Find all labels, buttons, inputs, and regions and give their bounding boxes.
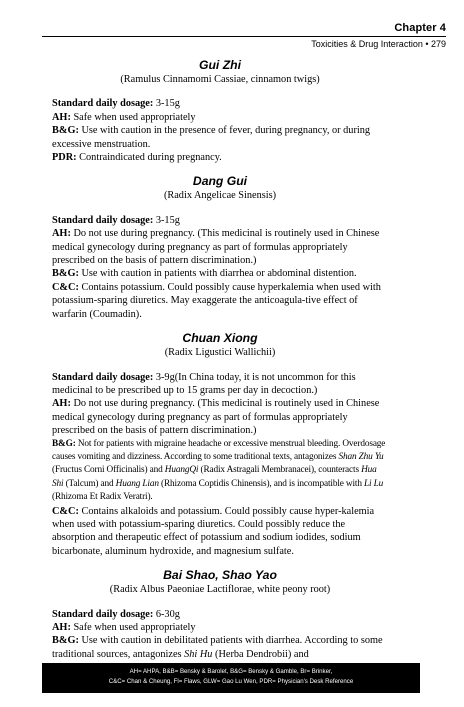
herb-name: HuangQi <box>164 465 199 476</box>
ah-text: Do not use during pregnancy. (This medicinal is routinely used in Chinese medical gynecology during pregnancy as part of formulas appropriately prescribed on the basis of pattern discrimination.) <box>52 228 380 267</box>
page-body <box>52 58 388 661</box>
dosage-text: 6-30g <box>153 608 180 620</box>
entry-latin-name: (Radix Albus Paeoniae Lactiflorae, white peony root) <box>109 584 331 596</box>
bg-line <box>52 438 388 505</box>
cc-text: Contains potassium. Could possibly cause hyperkalemia when used with potassium-sparing diuretics. May exaggerate the anticoagula-tive effect of warfarin (Coumadin). <box>52 281 381 320</box>
footer-line-1: AH= AHPA, B&B= Bensky & Barolet, B&G= Bensky & Gamble, Br= Brinker, <box>129 668 333 675</box>
cc-label: C&C: <box>52 281 79 293</box>
herb-name: Li Lu <box>364 478 384 489</box>
bg-text: Use with caution in the presence of fever, during pregnancy, or during excessive menstruation. <box>52 125 371 150</box>
ah-text: Safe when used appropriately <box>70 111 196 123</box>
entry-gui-zhi <box>52 58 388 164</box>
footer-line-2: C&C= Chan & Cheung, Fl= Flaws, GLW= Gao Lu Wen, PDR= Physician's Desk Reference <box>108 677 354 685</box>
ah-text: Safe when used appropriately <box>70 622 196 633</box>
bg-text: (Rhizoma Et Radix Veratri). <box>52 492 153 503</box>
ah-label: AH: <box>52 398 71 410</box>
running-header: Toxicities & Drug Interaction • 279 <box>311 39 446 49</box>
bg-line <box>52 267 388 280</box>
ah-label: AH: <box>52 228 71 240</box>
ah-text: Do not use during pregnancy. (This medicinal is routinely used in Chinese medical gynecology during pregnancy as part of formulas appropriately prescribed on the basis of pattern discrimination.) <box>52 398 380 437</box>
bg-label: B&G: <box>52 268 79 280</box>
herb-name: Shan Zhu Yu <box>338 451 384 462</box>
bg-text: (Fructus Corni Officinalis) and <box>52 465 165 476</box>
ah-line <box>52 227 388 267</box>
cc-text: Contains alkaloids and potassium. Could possibly cause hyper-kalemia when used with potassium-sparing diuretics. Could possibly reduce the absorption and therapeutic effect of potassium and sodium iodides, sodium bicarbonate, aluminum hydroxide, and magnesium sulfate. <box>52 505 375 557</box>
herb-name: Huang Lian <box>115 478 159 489</box>
pdr-label: PDR: <box>52 152 77 164</box>
dosage-line <box>52 97 388 110</box>
entry-spacer <box>52 164 388 174</box>
entry-title: Chuan Xiong <box>182 331 258 346</box>
bg-text: (Talcum) and <box>63 478 116 489</box>
chapter-heading: Chapter 4 <box>394 22 446 34</box>
dosage-text: 3-15g <box>153 214 180 226</box>
entry-chuan-xiong <box>52 331 388 558</box>
pdr-line <box>52 151 388 164</box>
header-rule <box>42 36 446 37</box>
bg-label: B&G: <box>52 125 79 137</box>
dosage-line <box>52 214 388 227</box>
bg-text: Not for patients with migraine headache or excessive menstrual bleeding. Overdosage causes vomiting and dizziness. According to some traditional texts, antagonizes <box>52 438 386 462</box>
bg-label: B&G: <box>52 635 79 647</box>
ah-line <box>52 397 388 437</box>
bg-text: (Rhizoma Coptidis Chinensis), and is incompatible with <box>158 478 365 489</box>
bg-text: (Radix Astragali Membranacei), counteracts <box>198 465 362 476</box>
dosage-label: Standard daily dosage: <box>52 608 154 620</box>
bg-text: Use with caution in patients with diarrhea or abdominal distention. <box>78 268 357 280</box>
ah-label: AH: <box>52 622 71 633</box>
entry-title: Bai Shao, Shao Yao <box>163 568 277 583</box>
entry-bai-shao <box>52 568 388 661</box>
entry-latin-name: (Radix Angelicae Sinensis) <box>163 190 277 202</box>
entry-title: Gui Zhi <box>199 58 241 72</box>
bg-text: Use with caution in debilitated patients with diarrhea. According to some traditional sources, antagonizes <box>52 635 383 660</box>
dosage-label: Standard daily dosage: <box>52 214 154 226</box>
ah-line <box>52 111 388 124</box>
cc-label: C&C: <box>52 505 79 517</box>
bg-line <box>52 124 388 151</box>
cc-line <box>52 281 388 321</box>
abbreviation-key-footer <box>42 663 420 693</box>
ah-line <box>52 621 388 634</box>
herb-name: Shi Hu <box>184 648 213 660</box>
cc-line <box>52 505 388 559</box>
bg-text: (Herba Dendrobii) and <box>212 648 309 660</box>
dosage-label: Standard daily dosage: <box>52 98 154 110</box>
pdr-text: Contraindicated during pregnancy. <box>76 152 222 164</box>
dosage-text: 3-9g(In China today, it is not uncommon for this medicinal to be prescribed up to 15 grams per day in decoction.) <box>52 371 356 396</box>
ah-label: AH: <box>52 111 71 123</box>
entry-dang-gui <box>52 174 388 321</box>
entry-spacer <box>52 558 388 568</box>
bg-label: B&G: <box>52 438 76 449</box>
dosage-label: Standard daily dosage: <box>52 371 154 383</box>
dosage-text: 3-15g <box>153 98 180 110</box>
bg-line <box>52 634 388 661</box>
entry-latin-name: (Ramulus Cinnamomi Cassiae, cinnamon twigs) <box>120 74 320 85</box>
herb-name: Hua Shi <box>52 465 377 489</box>
dosage-line <box>52 371 388 398</box>
entry-title: Dang Gui <box>192 174 248 189</box>
entry-latin-name: (Radix Ligustici Wallichii) <box>164 347 276 359</box>
dosage-line <box>52 608 388 621</box>
entry-spacer <box>52 321 388 331</box>
